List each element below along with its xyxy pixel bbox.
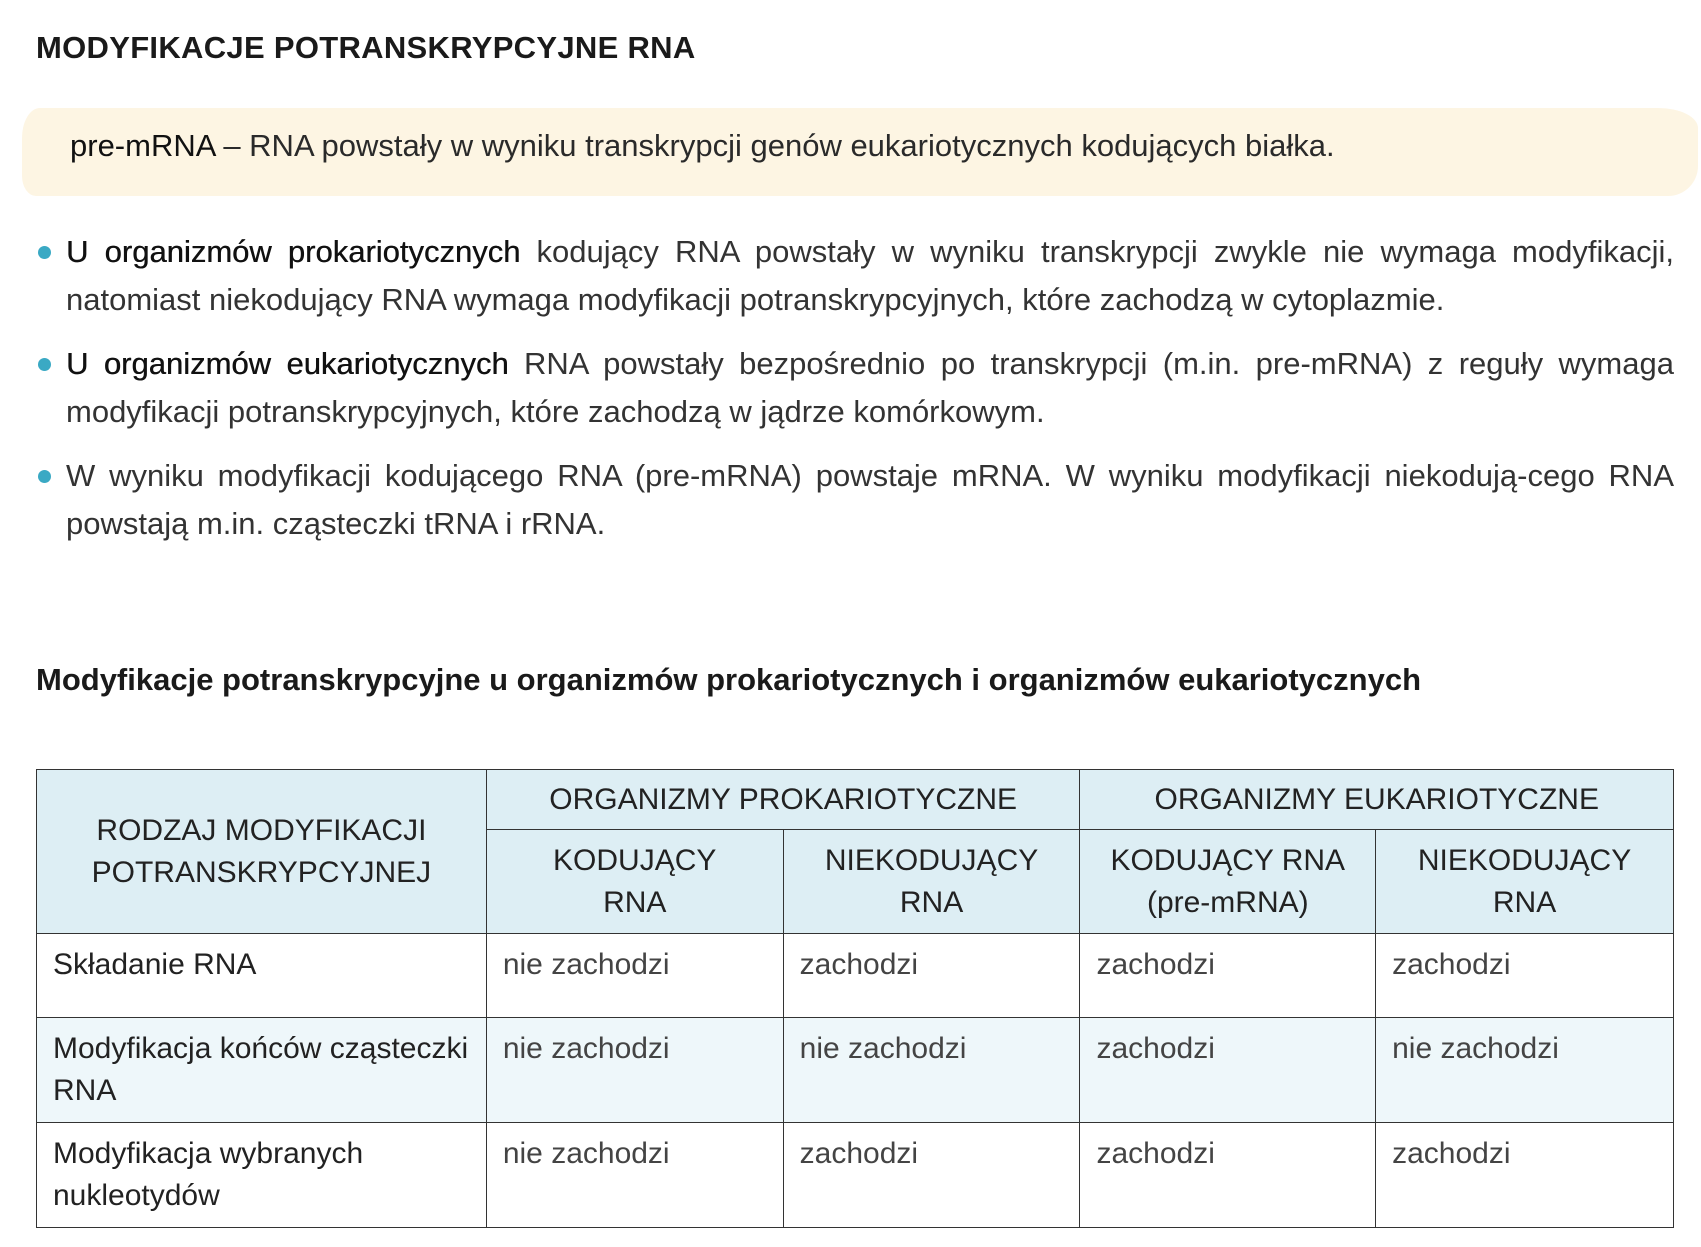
table-row <box>37 1123 1674 1228</box>
header-sub: KODUJĄCY RNA <box>486 830 783 934</box>
table-cell: nie zachodzi <box>486 1018 783 1123</box>
page-title: MODYFIKACJE POTRANSKRYPCYJNE RNA <box>36 30 696 65</box>
row-label: Modyfikacja wybranych nukleotydów <box>37 1123 487 1228</box>
definition <box>70 128 1335 164</box>
bullet-bold: U organizmów prokariotycznych <box>66 234 521 269</box>
bullet-bold: U organizmów eukariotycznych <box>66 346 509 381</box>
bullet-list <box>36 228 1674 564</box>
header-sub: NIEKODUJĄCY RNA <box>783 830 1080 934</box>
bullet-icon <box>38 246 51 259</box>
modifications-table <box>36 769 1674 1228</box>
table-cell: nie zachodzi <box>486 1123 783 1228</box>
header-rodzaj: RODZAJ MODYFIKACJI POTRANSKRYPCYJNEJ <box>37 770 487 934</box>
table-cell: nie zachodzi <box>1376 1018 1674 1123</box>
header-eukaryotes: ORGANIZMY EUKARIOTYCZNE <box>1080 770 1674 830</box>
bullet-text: W wyniku modyfikacji kodującego RNA (pre-mRNA) powstaje mRNA. W wyniku modyfikacji niekodują-cego RNA powstają m.in. cząsteczki tRNA i rRNA. <box>66 458 1674 541</box>
list-item <box>36 452 1674 548</box>
definition-text: – RNA powstały w wyniku transkrypcji genów eukariotycznych kodujących białka. <box>214 128 1335 163</box>
table-cell: zachodzi <box>1080 1018 1376 1123</box>
bullet-text: kodujący RNA powstały w wyniku transkrypcji zwykle nie wymaga modyfikacji, natomiast niekodujący RNA wymaga modyfikacji potranskrypcyjnych, które zachodzą w cytoplazmie. <box>66 234 1674 317</box>
table-cell: zachodzi <box>1080 1123 1376 1228</box>
table-cell: nie zachodzi <box>783 1018 1080 1123</box>
list-item <box>36 228 1674 324</box>
definition-term: pre-mRNA <box>70 128 215 163</box>
table-row <box>37 934 1674 1018</box>
header-sub: KODUJĄCY RNA (pre-mRNA) <box>1080 830 1376 934</box>
bullet-icon <box>38 358 51 371</box>
table-cell: nie zachodzi <box>486 934 783 1018</box>
list-item <box>36 340 1674 436</box>
row-label: Składanie RNA <box>37 934 487 1018</box>
table-row <box>37 1018 1674 1123</box>
table-cell: zachodzi <box>1080 934 1376 1018</box>
row-label: Modyfikacja końców cząsteczki RNA <box>37 1018 487 1123</box>
bullet-text: RNA powstały bezpośrednio po transkrypcji (m.in. pre-mRNA) z reguły wymaga modyfikacji potranskrypcyjnych, które zachodzą w jądrze komórkowym. <box>66 346 1674 429</box>
header-sub: NIEKODUJĄCY RNA <box>1376 830 1674 934</box>
table-cell: zachodzi <box>1376 934 1674 1018</box>
table-title: Modyfikacje potranskrypcyjne u organizmów prokariotycznych i organizmów eukariotycznych <box>36 662 1422 697</box>
bullet-icon <box>38 470 51 483</box>
header-prokaryotes: ORGANIZMY PROKARIOTYCZNE <box>486 770 1080 830</box>
table-cell: zachodzi <box>1376 1123 1674 1228</box>
table-cell: zachodzi <box>783 934 1080 1018</box>
table-cell: zachodzi <box>783 1123 1080 1228</box>
